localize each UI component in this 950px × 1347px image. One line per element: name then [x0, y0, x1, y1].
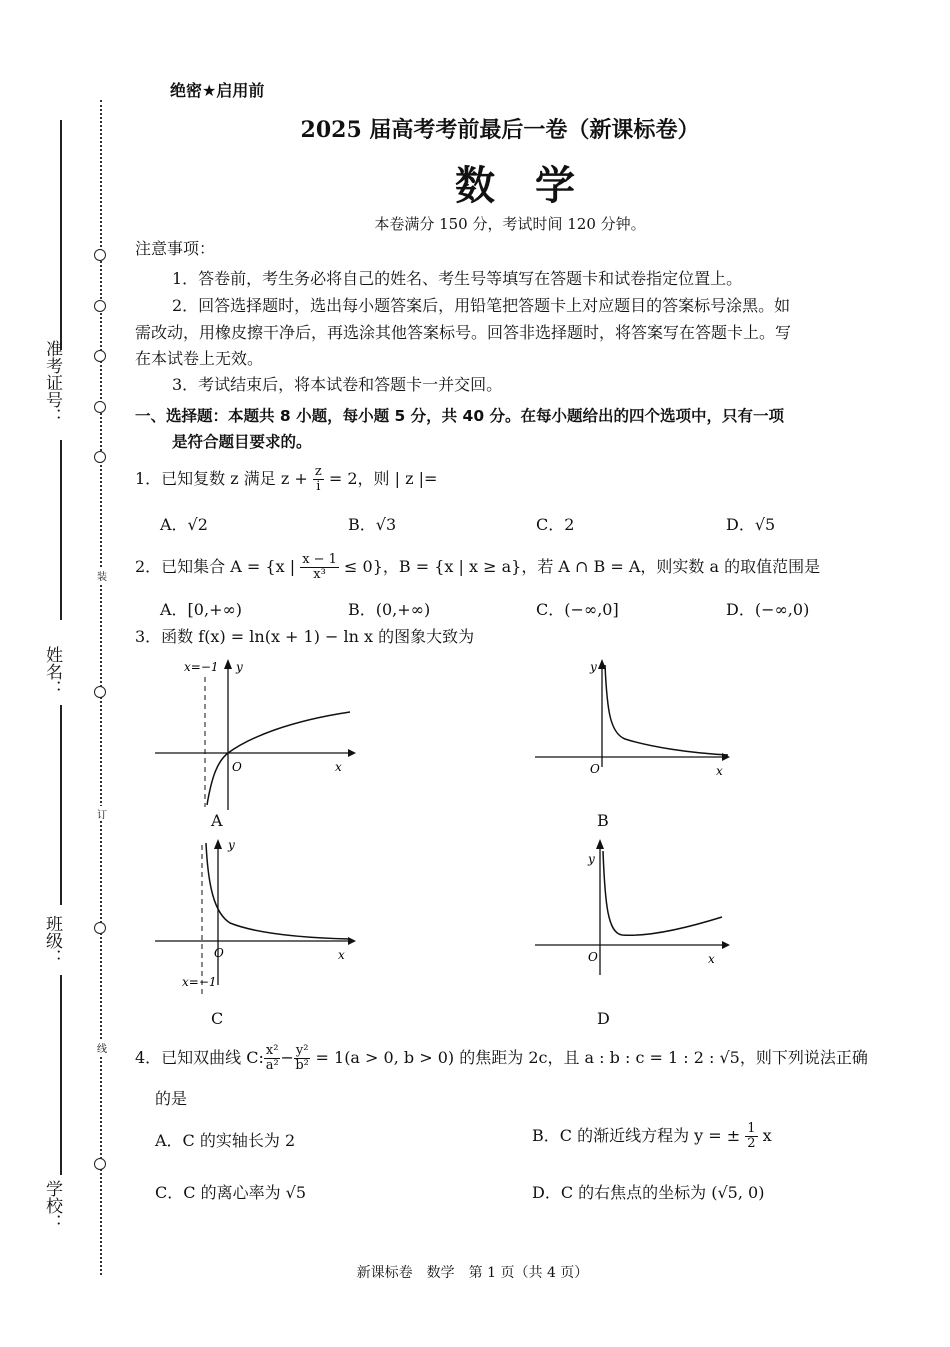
notes-item-1: 1．答卷前，考生务必将自己的姓名、考生号等填写在答题卡和试卷指定位置上。: [172, 269, 743, 288]
graph-b[interactable]: [530, 655, 740, 815]
q1-option-c[interactable]: C．2: [536, 515, 575, 534]
graph-a-x-label: x: [335, 760, 342, 774]
q2-option-c[interactable]: C．(−∞,0]: [536, 600, 619, 619]
sidebar-class-label: 班级：: [42, 915, 62, 966]
graph-c[interactable]: [150, 835, 370, 1000]
graph-b-label: B: [597, 811, 609, 830]
question-3-stem: 3．函数 f(x) = ln(x + 1) − ln x 的图象大致为: [135, 627, 475, 646]
binding-circle: [94, 401, 106, 413]
binding-circle: [94, 686, 106, 698]
q4-option-b-num: 1: [747, 1121, 756, 1136]
q4-frac1-num: x²: [265, 1043, 279, 1058]
sidebar-admission-label: 准考证号：: [42, 340, 62, 425]
graph-d[interactable]: [530, 835, 740, 995]
graph-d-y-label: y: [588, 852, 595, 866]
q2-option-a[interactable]: A．[0,+∞): [160, 600, 243, 619]
binding-circle: [94, 249, 106, 261]
q4-frac2-num: y²: [295, 1043, 309, 1058]
q4-prefix: 4．已知双曲线 C:: [135, 1048, 264, 1067]
question-1-stem: [135, 465, 437, 494]
notes-heading: 注意事项：: [135, 239, 216, 258]
binding-circle: [94, 300, 106, 312]
graph-c-origin: O: [214, 946, 224, 960]
graph-c-label: C: [211, 1009, 224, 1028]
page-footer: 新课标卷 数学 第 1 页（共 4 页）: [356, 1265, 589, 1281]
graph-d-x-label: x: [708, 952, 715, 966]
graph-a-label: A: [211, 811, 223, 830]
sidebar-name-label: 姓名：: [42, 646, 62, 697]
binding-circle: [94, 451, 106, 463]
binding-circle: [94, 350, 106, 362]
notes-item-2-line-2: 需改动，用橡皮擦干净后，再选涂其他答案标号。回答非选择题时，将答案写在答题卡上。写: [135, 323, 792, 342]
graph-c-y-label: y: [228, 838, 235, 852]
notes-item-3: 3．考试结束后，将本试卷和答题卡一并交回。: [172, 375, 503, 394]
graph-d-label: D: [597, 1009, 610, 1028]
q2-frac-num: x − 1: [302, 552, 337, 567]
q1-option-a[interactable]: A．√2: [160, 515, 208, 534]
q2-prefix: 2．已知集合 A = {x |: [135, 557, 296, 576]
q4-frac1-den: a²: [265, 1058, 279, 1073]
question-2-stem: [135, 553, 820, 582]
sidebar-rule-name: [60, 705, 62, 905]
section1-heading: 一、选择题：本题共 8 小题，每小题 5 分，共 40 分。在每小题给出的四个选项中，只有一项: [135, 407, 785, 425]
q4-option-b-prefix: B．C 的渐近线方程为 y = ±: [532, 1126, 741, 1145]
binding-mark-zhuang: 装: [97, 568, 107, 583]
q1-frac-den: i: [316, 479, 321, 494]
sidebar-rule-class: [60, 975, 62, 1175]
q1-option-b[interactable]: B．√3: [348, 515, 397, 534]
question-4-line-2: 的是: [155, 1089, 188, 1108]
sidebar-rule-admission: [60, 440, 62, 620]
binding-mark-ding: 订: [97, 806, 107, 821]
secret-label: 绝密★启用前: [170, 81, 265, 100]
q1-prefix: 1．已知复数 z 满足 z +: [135, 469, 308, 488]
q2-frac-den: x³: [313, 567, 326, 582]
q4-option-b-suffix: x: [762, 1126, 772, 1145]
q4-frac2-den: b²: [295, 1058, 309, 1073]
q2-option-b[interactable]: B．(0,+∞): [348, 600, 431, 619]
graph-a-asymptote-label: x=−1: [184, 660, 219, 674]
graph-a-origin: O: [232, 760, 242, 774]
q4-option-b-fraction: [745, 1122, 757, 1151]
graph-c-x-label: x: [338, 948, 345, 962]
sidebar-school-label: 学校：: [42, 1180, 62, 1231]
section1-heading-line-2: 是符合题目要求的。: [172, 433, 312, 451]
q4-option-c[interactable]: C．C 的离心率为 √5: [155, 1183, 307, 1202]
q4-option-d[interactable]: D．C 的右焦点的坐标为 (√5, 0): [532, 1183, 765, 1202]
graph-c-asymptote-label: x=−1: [182, 975, 217, 989]
q1-frac-num: z: [314, 464, 322, 479]
graph-b-y-label: y: [590, 660, 597, 674]
q4-fraction-1: [264, 1044, 281, 1073]
binding-circle: [94, 1158, 106, 1170]
q4-option-a[interactable]: A．C 的实轴长为 2: [155, 1131, 296, 1150]
notes-item-2-line-1: 2．回答选择题时，选出每小题答案后，用铅笔把答题卡上对应题目的答案标号涂黑。如: [172, 296, 791, 315]
q2-fraction: [300, 553, 339, 582]
q4-suffix: = 1(a > 0, b > 0) 的焦距为 2c，且 a : b : c = 1 : 2 : √5，则下列说法正确: [315, 1048, 868, 1067]
q1-fraction: [313, 465, 324, 494]
q1-suffix: = 2，则 | z |=: [328, 469, 438, 488]
binding-mark-xian: 线: [97, 1040, 107, 1055]
graph-b-origin: O: [590, 762, 600, 776]
graph-a[interactable]: [150, 655, 370, 815]
q4-option-b[interactable]: [532, 1122, 772, 1151]
binding-circle: [94, 922, 106, 934]
graph-b-x-label: x: [716, 764, 723, 778]
q4-fraction-2: [294, 1044, 311, 1073]
subject-title: 数 学: [455, 163, 575, 209]
q2-suffix: ≤ 0}，B = {x | x ≥ a}，若 A ∩ B = A，则实数 a 的取值范围是: [344, 557, 821, 576]
exam-info: 本卷满分 150 分，考试时间 120 分钟。: [374, 215, 646, 233]
graph-d-origin: O: [588, 950, 598, 964]
notes-item-2-line-3: 在本试卷上无效。: [135, 349, 264, 368]
q4-minus: −: [280, 1048, 294, 1067]
q4-option-b-den: 2: [747, 1136, 756, 1151]
q2-option-d[interactable]: D．(−∞,0): [726, 600, 810, 619]
q1-option-d[interactable]: D．√5: [726, 515, 776, 534]
graph-a-y-label: y: [236, 660, 243, 674]
question-4-stem: [135, 1044, 868, 1073]
exam-title: 2025 届高考考前最后一卷（新课标卷）: [300, 117, 700, 143]
